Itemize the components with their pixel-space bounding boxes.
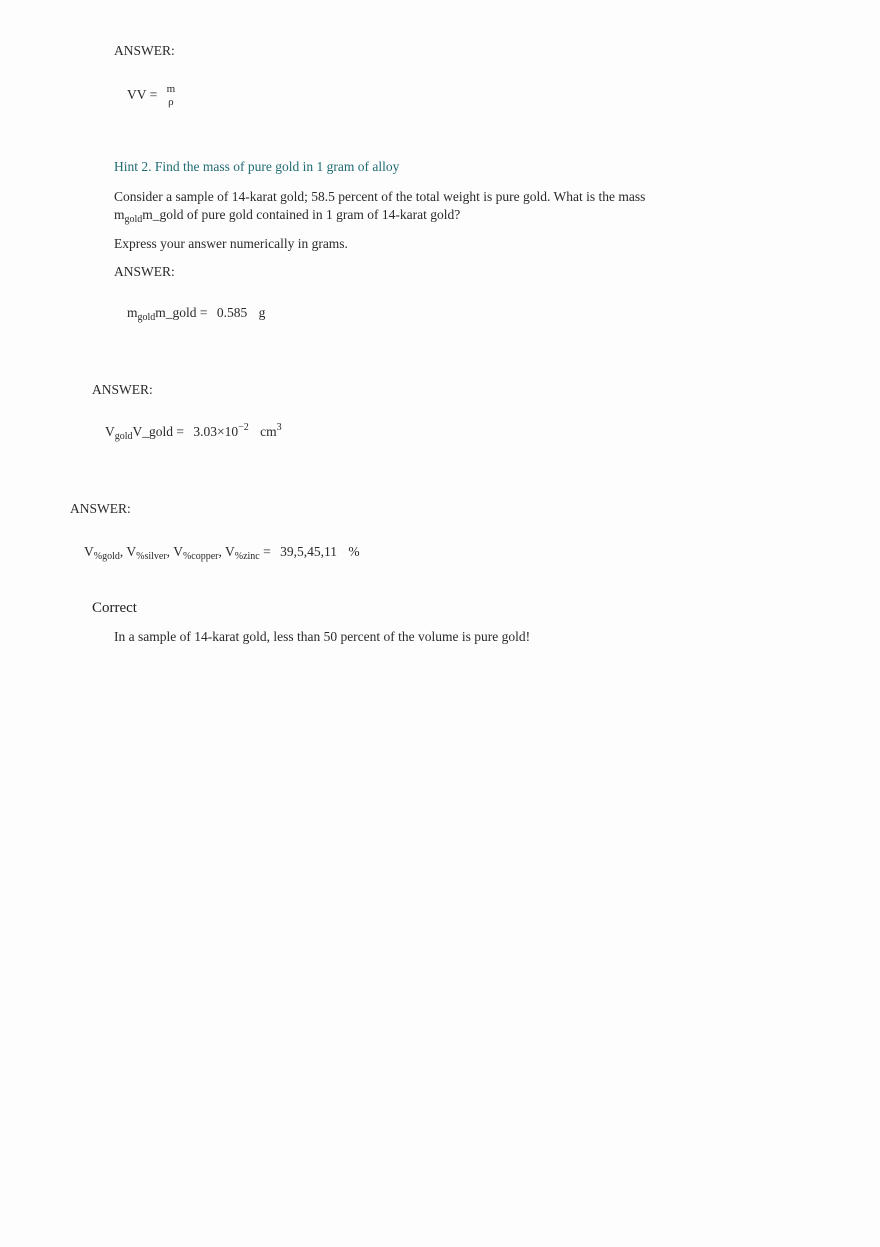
hint2-question-line1: Consider a sample of 14-karat gold; 58.5 percent of the total weight is pure gold. What is the mass [114, 189, 646, 204]
hint2-title[interactable]: Hint 2. Find the mass of pure gold in 1 gram of alloy [114, 159, 400, 174]
part-unit-exponent: 3 [276, 422, 282, 433]
correct-status: Correct [92, 600, 137, 616]
hint2-lhs-rest: m_gold = [155, 305, 208, 320]
final-s4: %zinc [234, 551, 260, 562]
part-answer-row [105, 423, 282, 441]
hint2-answer-unit: g [258, 305, 266, 320]
part-lhs-rest: V_gold = [132, 424, 185, 439]
hint2-instruction: Express your answer numerically in grams. [114, 236, 348, 251]
hint2-answer-value: 0.585 [216, 305, 248, 320]
part-answer-unit [260, 424, 282, 439]
hint1-formula-lhs: VV = [127, 87, 158, 103]
hint1-fraction [167, 83, 176, 109]
hint2-lhs-var: m [127, 305, 138, 320]
part-value-mantissa: 3.03×10 [193, 424, 239, 439]
final-sep1: , [119, 544, 124, 559]
final-v2: V [126, 544, 137, 559]
final-v3: V [173, 544, 183, 559]
final-s2: %silver [136, 551, 167, 562]
hint2-question-line2 [114, 206, 460, 224]
final-sep2: , [166, 544, 171, 559]
feedback-message: In a sample of 14-karat gold, less than 50 percent of the volume is pure gold! [114, 629, 531, 644]
hint2-answer-row [127, 304, 265, 322]
final-sep3: , [218, 544, 222, 559]
final-answer-row [84, 543, 360, 561]
final-s1: %gold [93, 551, 120, 562]
part-answer-value [193, 424, 248, 439]
final-s3: %copper [182, 551, 219, 562]
final-answer-value: 39,5,45,11 [280, 544, 337, 559]
final-eq: = [263, 544, 271, 559]
final-answer-unit: % [348, 544, 360, 559]
part-lhs-var: V [105, 424, 115, 439]
part-lhs-sub: gold [114, 431, 133, 442]
final-answer-label: ANSWER: [70, 501, 131, 516]
hint2-q-sub: gold [124, 214, 143, 225]
part-value-exponent: −2 [238, 422, 249, 433]
part-unit-base: cm [260, 424, 277, 439]
hint1-answer-label: ANSWER: [114, 43, 175, 58]
part-answer-label: ANSWER: [92, 382, 153, 397]
hint2-answer-label: ANSWER: [114, 264, 175, 279]
hint2-q-rest: m_gold of pure gold contained in 1 gram of 14-karat gold? [142, 207, 461, 222]
hint1-formula [127, 83, 175, 109]
hint1-denominator: ρ [168, 96, 174, 108]
final-v4: V [225, 544, 235, 559]
final-v1: V [84, 544, 94, 559]
hint2-lhs-sub: gold [137, 312, 156, 323]
hint2-q-var: m [114, 207, 125, 222]
hint1-numerator: m [166, 83, 176, 95]
